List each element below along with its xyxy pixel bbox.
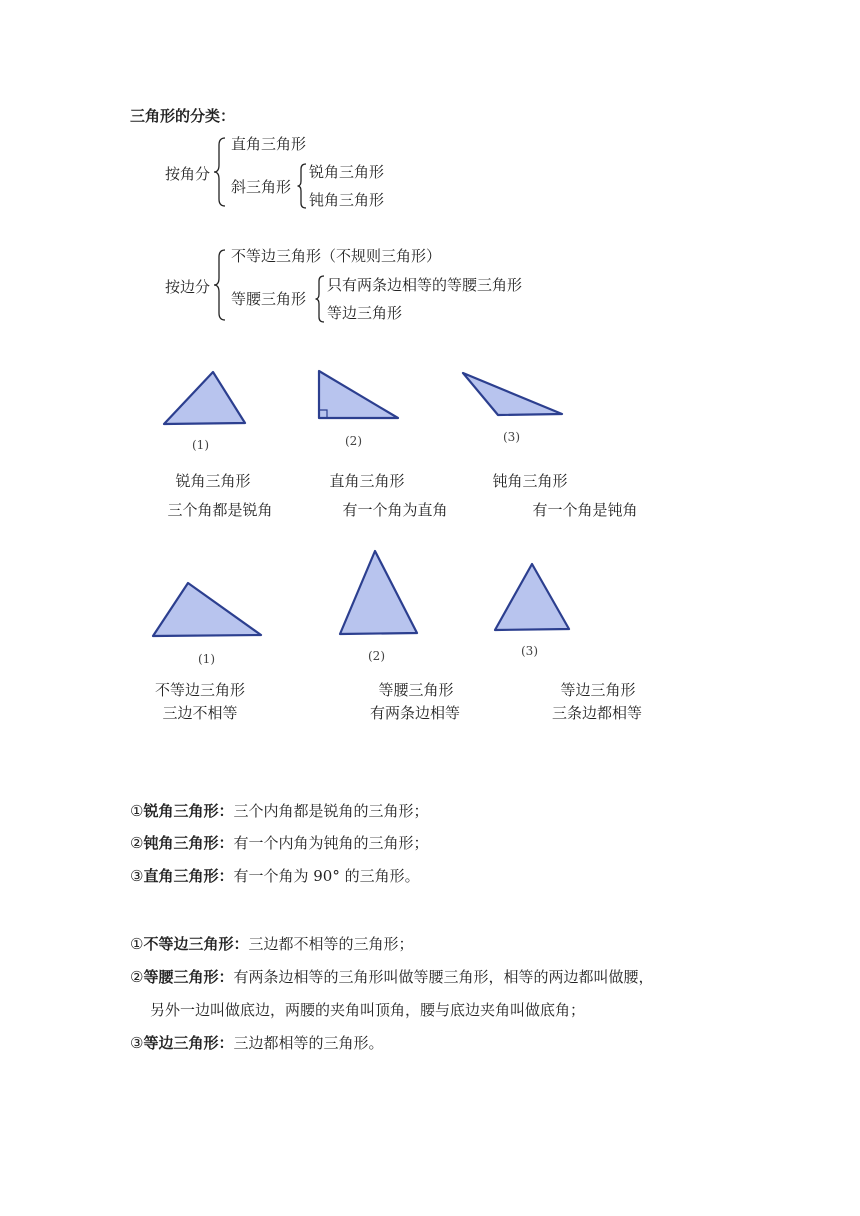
angle-definition-2: ②钝角三角形：有一个内角为钝角的三角形； [130, 834, 429, 852]
acute-figure-name: 锐角三角形 [175, 472, 251, 490]
right-triangle-figure [308, 362, 408, 432]
isosceles-only-two-label: 只有两条边相等的等腰三角形 [327, 276, 523, 294]
side-definition-1: ①不等边三角形：三边都不相等的三角形； [130, 935, 414, 953]
isosceles-label: 等腰三角形 [231, 290, 307, 308]
scalene-triangle-figure [145, 572, 270, 644]
equilateral-label: 等边三角形 [327, 304, 403, 322]
angle-definition-1: ①锐角三角形：三个内角都是锐角的三角形； [130, 802, 429, 820]
figure-caption-side-2: (2) [368, 649, 385, 663]
equilateral-figure-desc: 三条边都相等 [551, 704, 642, 722]
obtuse-triangle-label: 钝角三角形 [309, 191, 385, 209]
acute-figure-desc: 三个角都是锐角 [167, 501, 273, 519]
by-angle-brace [212, 136, 228, 208]
acute-triangle-label: 锐角三角形 [309, 163, 385, 181]
angle-definition-3: ③直角三角形：有一个角为 90° 的三角形。 [130, 867, 420, 885]
scalene-figure-name: 不等边三角形 [154, 681, 245, 699]
scalene-label: 不等边三角形（不规则三角形） [231, 247, 442, 265]
by-side-label: 按边分 [165, 278, 211, 296]
obtuse-figure-name: 钝角三角形 [492, 472, 568, 490]
side-definition-3: ③等边三角形：三边都相等的三角形。 [130, 1034, 384, 1052]
equilateral-triangle-figure [487, 556, 579, 638]
right-triangle-label: 直角三角形 [231, 135, 307, 153]
by-angle-label: 按角分 [165, 165, 211, 183]
scalene-figure-desc: 三边不相等 [162, 704, 238, 722]
isosceles-figure-name: 等腰三角形 [378, 681, 454, 699]
section-title: 三角形的分类： [130, 107, 236, 125]
side-definition-2-continued: 另外一边叫做底边，两腰的夹角叫顶角，腰与底边夹角叫做底角； [150, 1001, 586, 1019]
right-figure-name: 直角三角形 [329, 472, 405, 490]
figure-caption-angle-2: (2) [345, 434, 362, 448]
by-side-brace [212, 248, 228, 322]
isosceles-brace [314, 274, 326, 324]
isosceles-figure-desc: 有两条边相等 [369, 704, 460, 722]
figure-caption-angle-3: (3) [503, 430, 520, 444]
acute-triangle-figure [155, 360, 255, 435]
equilateral-figure-name: 等边三角形 [560, 681, 636, 699]
obtuse-figure-desc: 有一个角是钝角 [532, 501, 638, 519]
isosceles-triangle-figure [333, 542, 425, 640]
side-definition-2: ②等腰三角形：有两条边相等的三角形叫做等腰三角形，相等的两边都叫做腰， [130, 968, 654, 986]
figure-caption-angle-1: (1) [192, 438, 209, 452]
oblique-triangle-label: 斜三角形 [231, 178, 292, 196]
figure-caption-side-1: (1) [198, 652, 215, 666]
oblique-brace [296, 162, 308, 210]
right-figure-desc: 有一个角为直角 [342, 501, 448, 519]
obtuse-triangle-figure [455, 362, 570, 424]
figure-caption-side-3: (3) [521, 644, 538, 658]
